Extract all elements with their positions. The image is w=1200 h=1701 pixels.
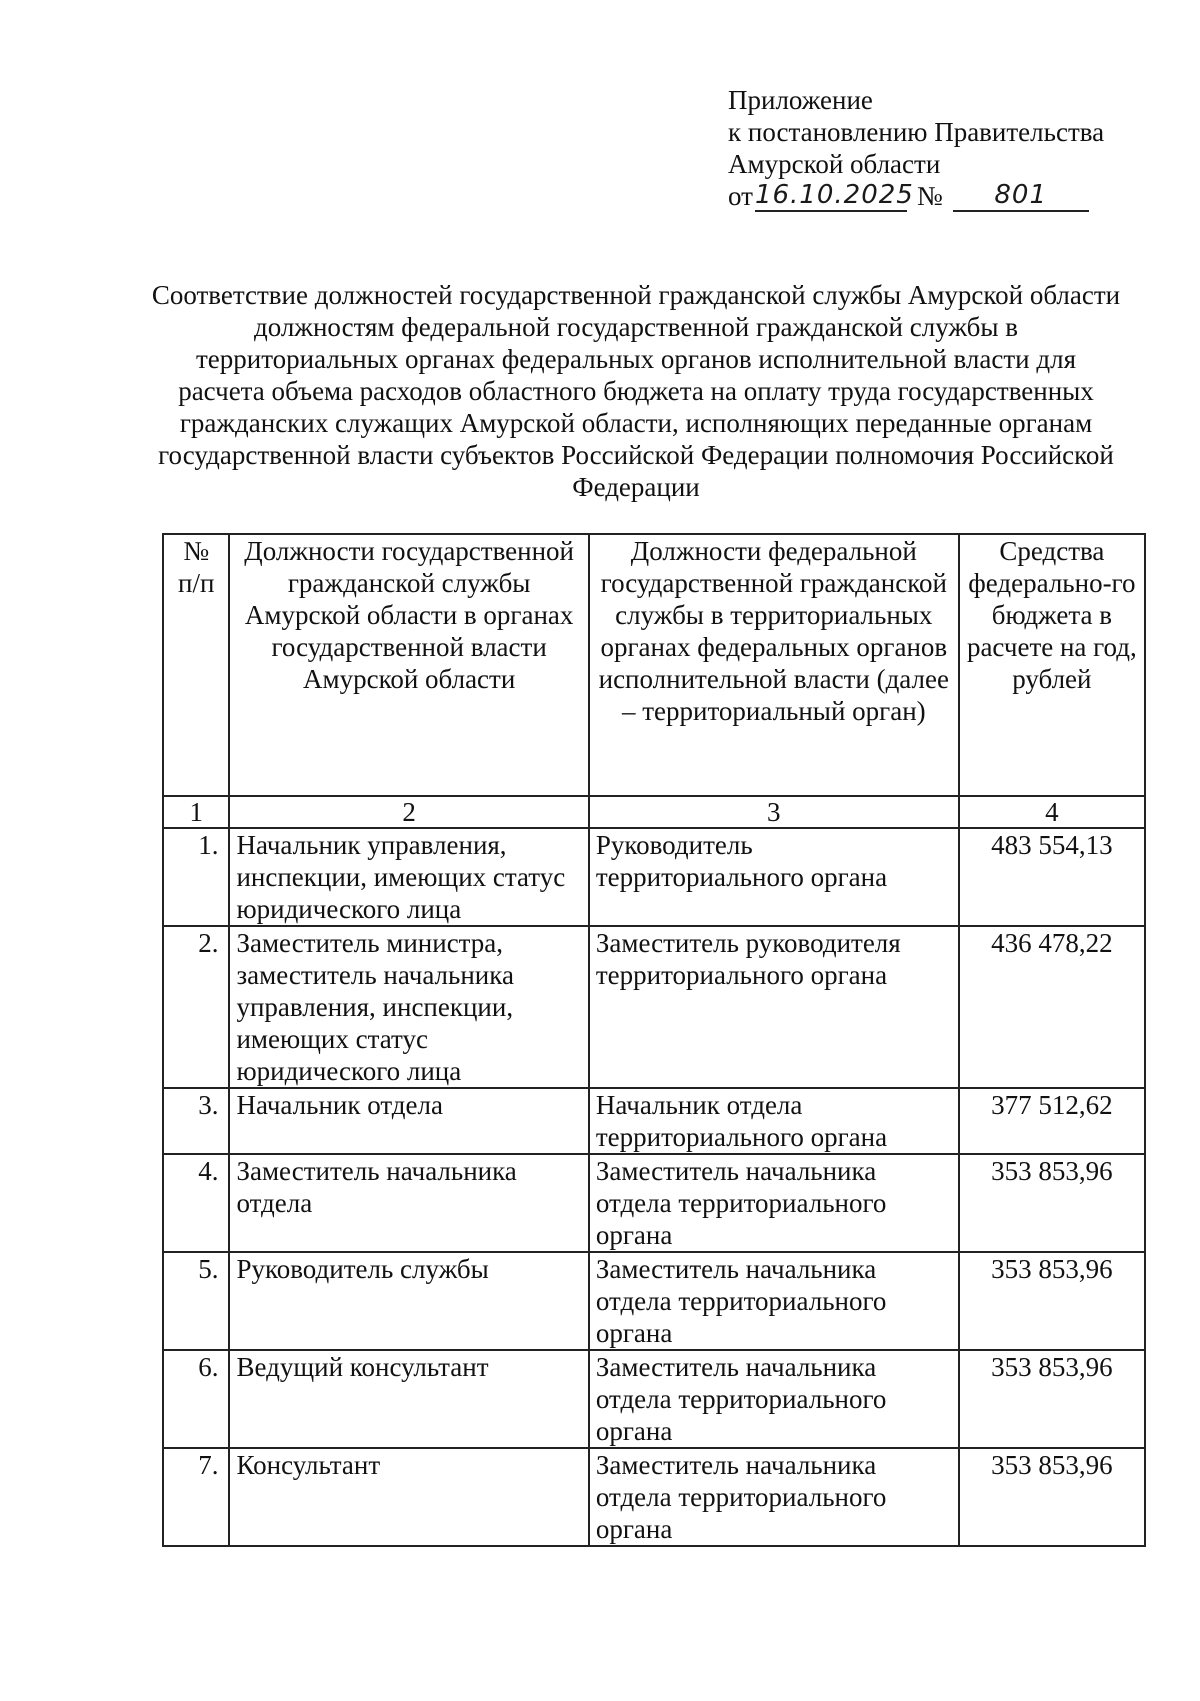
federal-position: Заместитель начальника отдела территориального органа (589, 1252, 959, 1350)
federal-position: Заместитель начальника отдела территориального органа (589, 1154, 959, 1252)
table-row (163, 1154, 1145, 1252)
header-federal-positions: Должности федеральной государственной гражданской службы в территориальных органах федеральных органов исполнительной власти (далее – территориальный орган) (589, 534, 959, 796)
table-row (163, 1448, 1145, 1546)
table-row (163, 1252, 1145, 1350)
attachment-region: Амурской области (728, 149, 941, 179)
number-sign: № (916, 181, 943, 211)
row-number: 3. (163, 1088, 229, 1154)
row-number: 7. (163, 1448, 229, 1546)
regional-position: Заместитель министра, заместитель начальника управления, инспекции, имеющих статус юридического лица (229, 926, 588, 1088)
table-row (163, 1350, 1145, 1448)
attachment-resolution-ref: к постановлению Правительства (728, 117, 1105, 147)
amount: 353 853,96 (959, 1252, 1145, 1350)
federal-position: Заместитель начальника отдела территориального органа (589, 1448, 959, 1546)
regional-position: Консультант (229, 1448, 588, 1546)
row-number: 4. (163, 1154, 229, 1252)
column-number: 2 (229, 796, 588, 828)
federal-position: Начальник отдела территориального органа (589, 1088, 959, 1154)
row-number: 2. (163, 926, 229, 1088)
table-header-row (163, 534, 1145, 796)
regional-position: Заместитель начальника отдела (229, 1154, 588, 1252)
column-number: 3 (589, 796, 959, 828)
positions-table (162, 533, 1146, 1547)
table-row (163, 828, 1145, 926)
federal-position: Заместитель руководителя территориального органа (589, 926, 959, 1088)
date-prefix: от (728, 181, 753, 211)
amount: 377 512,62 (959, 1088, 1145, 1154)
row-number: 5. (163, 1252, 229, 1350)
federal-position: Руководитель территориального органа (589, 828, 959, 926)
header-regional-positions: Должности государственной гражданской службы Амурской области в органах государственной власти Амурской области (229, 534, 588, 796)
table-row (163, 926, 1145, 1088)
amount: 483 554,13 (959, 828, 1145, 926)
amount: 353 853,96 (959, 1448, 1145, 1546)
document-title: Соответствие должностей государственной гражданской службы Амурской области должностям федеральной государственной гражданской службы в территориальных органах федеральных органов исполнительной власти для расчета объема расходов областного бюджета на оплату труда государственных гражданских служащих Амурской области, исполняющих переданные органам государственной власти субъектов Российской Федерации полномочия Российской Федерации (151, 280, 1121, 502)
amount: 353 853,96 (959, 1154, 1145, 1252)
column-numbers-row (163, 796, 1145, 828)
amount: 353 853,96 (959, 1350, 1145, 1448)
attachment-block (728, 84, 1128, 212)
column-number: 4 (959, 796, 1145, 828)
row-number: 6. (163, 1350, 229, 1448)
row-number: 1. (163, 828, 229, 926)
regional-position: Начальник управления, инспекции, имеющих статус юридического лица (229, 828, 588, 926)
column-number: 1 (163, 796, 229, 828)
header-number: № п/п (163, 534, 229, 796)
attachment-date-number (728, 180, 1128, 212)
amount: 436 478,22 (959, 926, 1145, 1088)
regional-position: Ведущий консультант (229, 1350, 588, 1448)
handwritten-date: 16.10.2025 (754, 180, 914, 210)
table-row (163, 1088, 1145, 1154)
header-federal-funds: Средства федерально-го бюджета в расчете на год, рублей (959, 534, 1145, 796)
handwritten-number: 801 (953, 180, 1089, 212)
federal-position: Заместитель начальника отдела территориального органа (589, 1350, 959, 1448)
regional-position: Руководитель службы (229, 1252, 588, 1350)
attachment-title: Приложение (728, 85, 873, 115)
regional-position: Начальник отдела (229, 1088, 588, 1154)
